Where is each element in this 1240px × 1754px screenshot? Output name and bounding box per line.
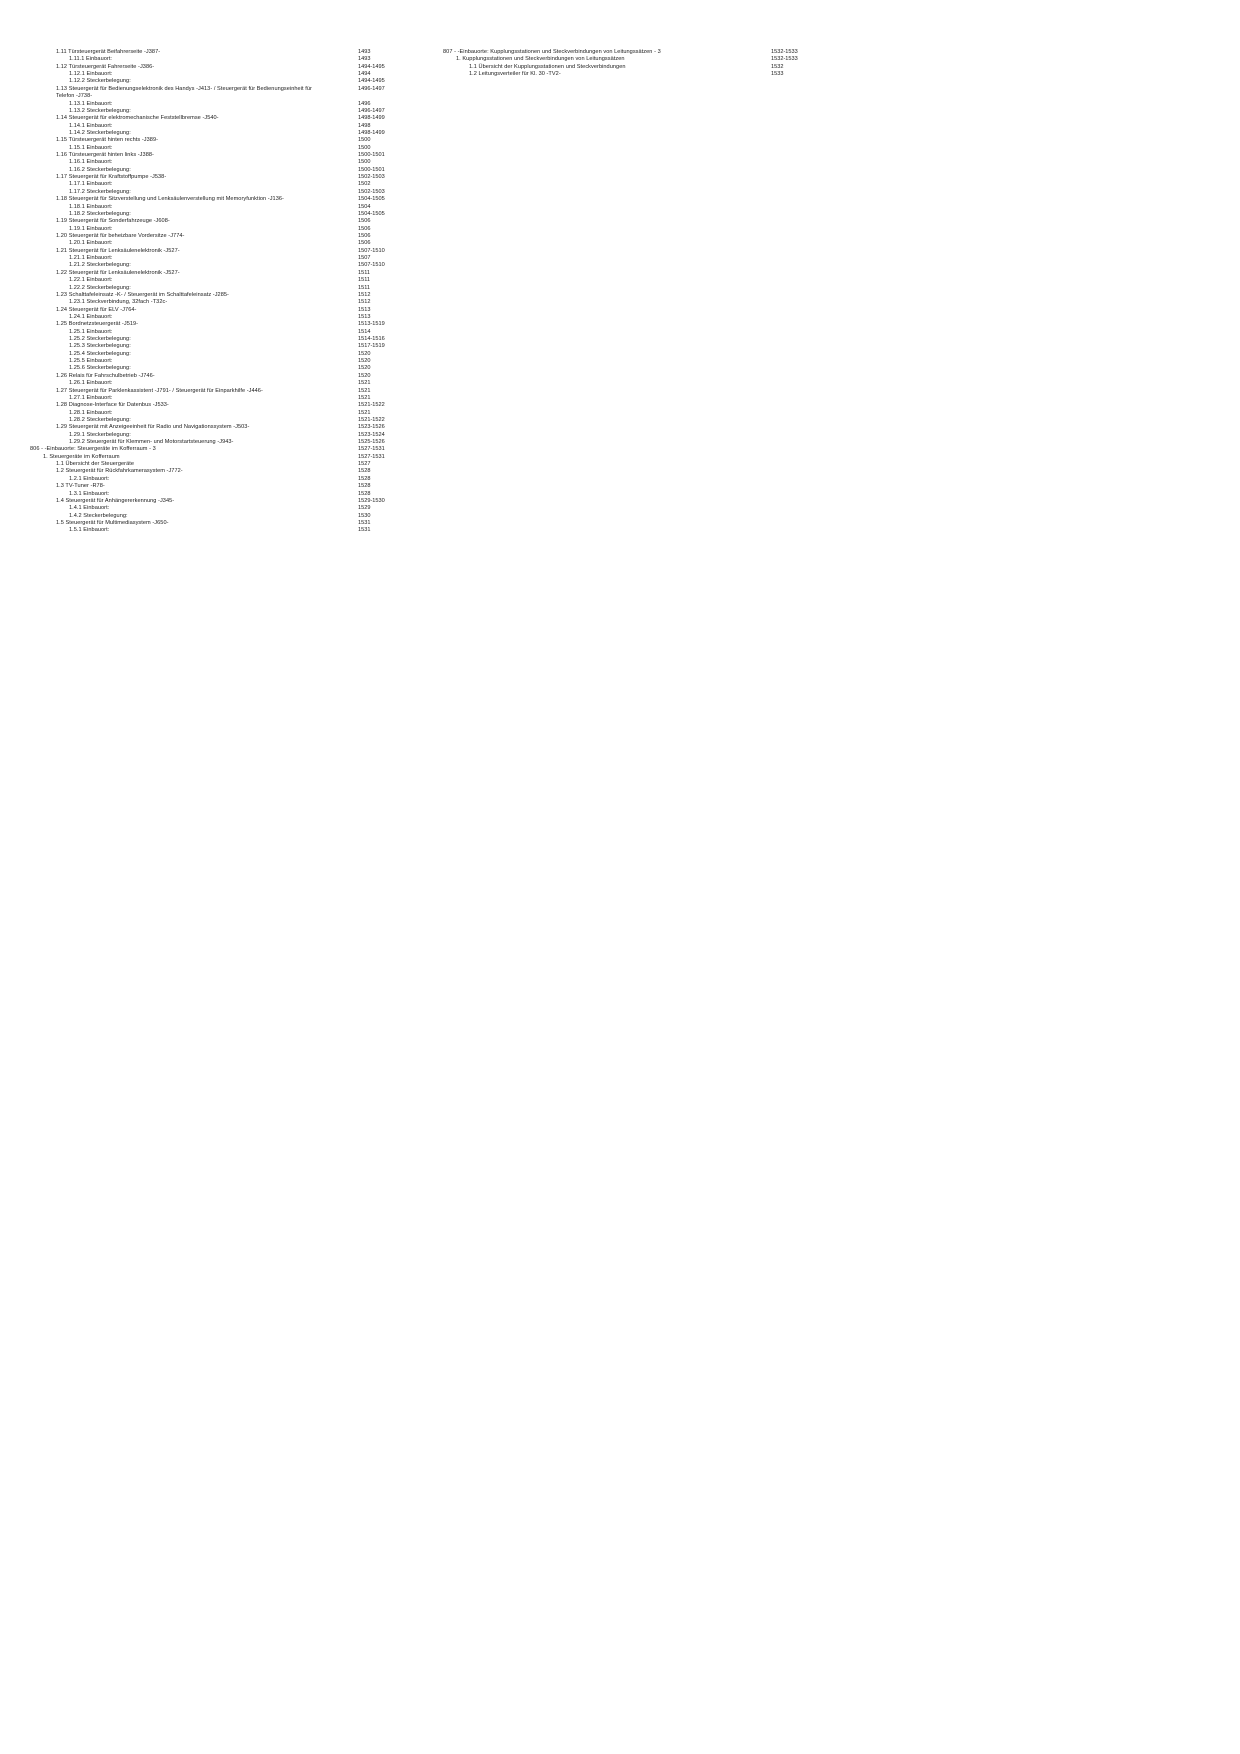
- toc-entry: [0, 196, 420, 203]
- toc-entry-title: 1.26 Relais für Fahrschulbetrieb -J746-: [56, 372, 155, 379]
- toc-entry: [0, 233, 420, 240]
- toc-entry: [0, 314, 420, 321]
- toc-entry-title: 1.13.1 Einbauort:: [69, 100, 113, 107]
- toc-entry-page: 1506: [358, 218, 371, 225]
- toc-entry-title: 1.25.4 Steckerbelegung:: [69, 350, 131, 357]
- toc-entry-page: 1498: [358, 122, 371, 129]
- toc-entry: [0, 123, 420, 130]
- toc-entry-page: 1517-1519: [358, 343, 385, 350]
- toc-entry: [0, 108, 420, 115]
- toc-entry-title: 1.11.1 Einbauort:: [69, 56, 113, 63]
- toc-entry-title: 1.2 Leitungsverteiler für Kl. 30 -TV2-: [469, 71, 561, 78]
- toc-entry-title: 1.17 Steuergerät für Kraftstoffpumpe -J538-: [56, 174, 167, 181]
- toc-entry-title: 1.11 Türsteuergerät Beifahrerseite -J387-: [56, 49, 161, 55]
- toc-entry-title: 1.25 Bordnetzsteuergerät -J519-: [56, 321, 139, 328]
- toc-entry: [0, 505, 420, 512]
- toc-entry-title: 1.17.1 Einbauort:: [69, 181, 113, 188]
- toc-entry-page: 1520: [358, 372, 371, 379]
- toc-entry: [0, 167, 420, 174]
- toc-entry-page: 1511: [358, 269, 371, 276]
- toc-entry-title: 1.22 Steuergerät für Lenksäulenelektronik -J527-: [56, 269, 180, 276]
- toc-entry-title: 1.18.2 Steckerbelegung:: [69, 210, 131, 217]
- toc-entry-title: 1. Steuergeräte im Kofferraum: [43, 453, 120, 460]
- toc-entry-page: 1511: [358, 284, 371, 291]
- toc-entry-title: 1.25.5 Einbauort:: [69, 358, 113, 365]
- toc-entry-page: 1500: [358, 159, 371, 166]
- toc-entry: [0, 174, 420, 181]
- toc-entry-page: 1528: [358, 483, 371, 490]
- toc-entry: [0, 101, 420, 108]
- toc-entry-page: 1500-1501: [358, 152, 385, 159]
- toc-entry-title: 1.25.3 Steckerbelegung:: [69, 343, 131, 350]
- toc-entry-title: 1.12 Türsteuergerät Fahrerseite -J386-: [56, 63, 155, 70]
- toc-entry-page: 1502-1503: [358, 188, 385, 195]
- toc-entry-page: 1507-1510: [358, 247, 385, 254]
- toc-entry-title: 1.13.2 Steckerbelegung:: [69, 107, 131, 114]
- toc-entry-title: 1.25.2 Steckerbelegung:: [69, 336, 131, 343]
- toc-entry: [0, 307, 420, 314]
- toc-entry-title: 1.27.1 Einbauort:: [69, 394, 113, 401]
- toc-entry-title: 1.3 TV-Tuner -R78-: [56, 483, 105, 490]
- toc-entry-page: 1511: [358, 277, 371, 284]
- toc-entry-title: 1.13 Steuergerät für Bedienungselektronik des Handys -J413- / Steuergerät für Bedienungseinheit für: [56, 85, 312, 92]
- toc-entry-page: 1521-1522: [358, 416, 385, 423]
- toc-entry-page: 1512: [358, 291, 371, 298]
- toc-entry-title: 1.2.1 Einbauort:: [69, 475, 110, 482]
- toc-entry-title: 1.29.1 Steckerbelegung:: [69, 431, 131, 438]
- toc-entry: [0, 439, 420, 446]
- toc-entry: [0, 78, 420, 85]
- toc-entry: [440, 56, 820, 63]
- toc-entry-page: 1500-1501: [358, 166, 385, 173]
- toc-entry-title: 1.28 Diagnose-Interface für Datenbus -J533-: [56, 402, 169, 409]
- toc-entry-page: 1494: [358, 71, 371, 78]
- toc-entry-page: 1525-1526: [358, 439, 385, 446]
- toc-entry: [0, 329, 420, 336]
- toc-entry-title: 1.12.2 Steckerbelegung:: [69, 78, 131, 85]
- toc-entry: [0, 56, 420, 63]
- toc-entry-page: 1521: [358, 380, 371, 387]
- toc-entry-title: 1.19.1 Einbauort:: [69, 225, 113, 232]
- toc-entry-page: 1520: [358, 350, 371, 357]
- toc-entry: [0, 218, 420, 225]
- toc-entry-title: 1.12.1 Einbauort:: [69, 71, 113, 78]
- toc-entry-page: 1496-1497: [358, 85, 385, 92]
- toc-entry: [0, 410, 420, 417]
- toc-entry-page: 1513: [358, 306, 371, 313]
- toc-entry: [0, 189, 420, 196]
- toc-entry-page: 1507: [358, 255, 371, 262]
- toc-entry: [0, 299, 420, 306]
- toc-entry-title: 1.15.1 Einbauort:: [69, 144, 113, 151]
- toc-entry-title: 1.29 Steuergerät mit Anzeigeeinheit für Radio und Navigationssystem -J503-: [56, 424, 250, 431]
- toc-entry: [0, 115, 420, 122]
- toc-entry: [0, 483, 420, 490]
- toc-entry: [0, 365, 420, 372]
- toc-entry-page: 1527: [358, 461, 371, 468]
- toc-entry-page: 1521: [358, 394, 371, 401]
- toc-entry: [0, 181, 420, 188]
- toc-entry-page: 1496: [358, 100, 371, 107]
- toc-entry: [0, 262, 420, 269]
- toc-entry: [0, 358, 420, 365]
- toc-entry: [0, 491, 420, 498]
- toc-entry-title: 1.28.1 Einbauort:: [69, 409, 113, 416]
- toc-entry: [0, 468, 420, 475]
- toc-entry-title: 1.14.2 Steckerbelegung:: [69, 129, 131, 136]
- toc-entry-title: 1.1 Übersicht der Kupplungsstationen und Steckverbindungen: [469, 63, 626, 70]
- toc-entry-title: 1.23.1 Steckverbindung, 32fach -T32c-: [69, 299, 168, 306]
- toc-entry: [0, 527, 420, 534]
- toc-entry-title: 1.24 Steuergerät für ELV -J764-: [56, 306, 137, 313]
- toc-entry: [440, 49, 820, 56]
- toc-entry-page: 1528: [358, 468, 371, 475]
- toc-entry-page: 1500: [358, 144, 371, 151]
- toc-entry-title: 1.21.1 Einbauort:: [69, 255, 113, 262]
- toc-entry-page: 1500: [358, 137, 371, 144]
- toc-entry-page: 1527-1531: [358, 453, 385, 460]
- toc-entry-page: 1514-1516: [358, 336, 385, 343]
- toc-entry-page: 1506: [358, 240, 371, 247]
- toc-entry-page: 1528: [358, 490, 371, 497]
- toc-entry-title: 1. Kupplungsstationen und Steckverbindungen von Leitungssätzen: [456, 56, 625, 63]
- toc-entry-title: 1.1 Übersicht der Steuergeräte: [56, 461, 134, 468]
- toc-entry: [0, 461, 420, 468]
- toc-entry: [440, 64, 820, 71]
- toc-entry: [0, 240, 420, 247]
- toc-entry: [0, 226, 420, 233]
- toc-entry: [0, 49, 420, 56]
- toc-entry-page: 1531: [358, 520, 371, 526]
- toc-entry: [0, 513, 420, 520]
- toc-entry: [0, 285, 420, 292]
- toc-entry-title: 1.4 Steuergerät für Anhängererkennung -J345-: [56, 497, 175, 504]
- toc-entry: [0, 424, 420, 431]
- toc-entry-title: 1.24.1 Einbauort:: [69, 313, 113, 320]
- toc-entry-page: 1504: [358, 203, 371, 210]
- toc-entry-title: 1.16 Türsteuergerät hinten links -J388-: [56, 152, 154, 159]
- toc-entry-page: 1493: [358, 56, 371, 63]
- toc-entry-page: 1520: [358, 365, 371, 372]
- toc-entry-title: 1.28.2 Steckerbelegung:: [69, 416, 131, 423]
- toc-entry-page: 1532-1533: [771, 49, 798, 55]
- toc-entry-title: 1.27 Steuergerät für Parklenkassistent -J791- / Steuergerät für Einparkhilfe -J446-: [56, 387, 263, 394]
- toc-entry-title: 1.20.1 Einbauort:: [69, 240, 113, 247]
- toc-entry: [0, 343, 420, 350]
- toc-entry: [0, 520, 420, 527]
- toc-entry: [0, 211, 420, 218]
- toc-entry-title: 1.5.1 Einbauort:: [69, 527, 110, 534]
- toc-entry: [0, 380, 420, 387]
- toc-entry-page: 1496-1497: [358, 107, 385, 114]
- toc-entry-page: 1529: [358, 505, 371, 512]
- toc-entry-page: 1523-1526: [358, 424, 385, 431]
- toc-entry-title: 1.18 Steuergerät für Sitzverstellung und Lenksäulenverstellung mit Memoryfunktion -J136-: [56, 196, 284, 203]
- toc-entry: [0, 93, 420, 100]
- toc-entry-page: 1530: [358, 512, 371, 519]
- toc-entry-title: 1.22.2 Steckerbelegung:: [69, 284, 131, 291]
- toc-entry-title: 1.3.1 Einbauort:: [69, 490, 110, 497]
- toc-entry-page: 1504-1505: [358, 210, 385, 217]
- toc-entry-page: 1529-1530: [358, 497, 385, 504]
- toc-entry-page: 1502-1503: [358, 174, 385, 181]
- toc-entry-page: 1527-1531: [358, 446, 385, 453]
- toc-entry: [0, 432, 420, 439]
- toc-entry: [0, 336, 420, 343]
- toc-entry-title: 1.20 Steuergerät für beheizbare Vordersitze -J774-: [56, 232, 185, 239]
- toc-entry-title: 1.16.1 Einbauort:: [69, 159, 113, 166]
- toc-entry: [0, 255, 420, 262]
- toc-entry-title: 1.25.1 Einbauort:: [69, 328, 113, 335]
- toc-entry-page: 1498-1499: [358, 129, 385, 136]
- toc-entry-title: 1.29.2 Steuergerät für Klemmen- und Motorstartsteuerung -J943-: [69, 439, 234, 446]
- toc-entry-page: 1493: [358, 49, 371, 55]
- toc-entry-page: 1494-1495: [358, 63, 385, 70]
- toc-entry: [0, 71, 420, 78]
- toc-entry-title: 1.18.1 Einbauort:: [69, 203, 113, 210]
- toc-entry-page: 1498-1499: [358, 115, 385, 122]
- toc-entry-title: 806 - -Einbauorte: Steuergeräte im Kofferraum - 3: [30, 446, 156, 453]
- toc-entry: [0, 86, 420, 93]
- toc-entry-page: 1513: [358, 313, 371, 320]
- toc-entry-page: 1521: [358, 387, 371, 394]
- toc-entry: [0, 248, 420, 255]
- toc-entry: [0, 64, 420, 71]
- toc-entry-title: 1.5 Steuergerät für Multimediasystem -J650-: [56, 520, 169, 526]
- toc-entry: [0, 388, 420, 395]
- toc-entry-title: 1.16.2 Steckerbelegung:: [69, 166, 131, 173]
- toc-entry-page: 1521-1522: [358, 402, 385, 409]
- toc-entry-page: 1507-1510: [358, 262, 385, 269]
- toc-entry: [0, 137, 420, 144]
- toc-entry: [0, 204, 420, 211]
- toc-entry-title: 1.14 Steuergerät für elektromechanische Feststellbremse -J540-: [56, 115, 219, 122]
- toc-entry-page: 1504-1505: [358, 196, 385, 203]
- toc-entry-page: 1514: [358, 328, 371, 335]
- toc-entry: [0, 130, 420, 137]
- toc-entry-page: 1532-1533: [771, 56, 798, 63]
- toc-entry-page: 1532: [771, 63, 784, 70]
- toc-entry-page: 1502: [358, 181, 371, 188]
- toc-entry-title: 1.26.1 Einbauort:: [69, 380, 113, 387]
- toc-column-right: [440, 49, 820, 78]
- toc-entry: [0, 270, 420, 277]
- toc-entry: [0, 476, 420, 483]
- toc-entry-page: 1506: [358, 232, 371, 239]
- toc-entry-title: 1.4.2 Steckerbelegung:: [69, 512, 128, 519]
- toc-entry-page: 1512: [358, 299, 371, 306]
- toc-entry: [0, 159, 420, 166]
- toc-entry-page: 1533: [771, 71, 784, 78]
- toc-entry-title: 1.2 Steuergerät für Rückfahrkamerasystem -J772-: [56, 468, 183, 475]
- toc-entry-title: 1.4.1 Einbauort:: [69, 505, 110, 512]
- toc-entry-page: 1494-1495: [358, 78, 385, 85]
- toc-entry: [0, 277, 420, 284]
- toc-entry-title: 1.22.1 Einbauort:: [69, 277, 113, 284]
- toc-entry: [0, 321, 420, 328]
- toc-entry: [0, 446, 420, 453]
- toc-entry: [0, 145, 420, 152]
- toc-entry-page: 1520: [358, 358, 371, 365]
- toc-entry-title: Telefon -J738-: [56, 93, 93, 100]
- toc-entry-title: 1.19 Steuergerät für Sonderfahrzeuge -J608-: [56, 218, 170, 225]
- toc-entry-title: 1.17.2 Steckerbelegung:: [69, 188, 131, 195]
- toc-entry: [440, 71, 820, 78]
- toc-entry: [0, 351, 420, 358]
- toc-entry: [0, 152, 420, 159]
- toc-entry-title: 1.21.2 Steckerbelegung:: [69, 262, 131, 269]
- toc-entry-page: 1523-1524: [358, 431, 385, 438]
- toc-entry-page: 1521: [358, 409, 371, 416]
- toc-entry-title: 1.15 Türsteuergerät hinten rechts -J389-: [56, 137, 159, 144]
- toc-entry-page: 1513-1519: [358, 321, 385, 328]
- toc-entry: [0, 417, 420, 424]
- toc-entry: [0, 373, 420, 380]
- toc-entry-page: 1506: [358, 225, 371, 232]
- toc-entry: [0, 395, 420, 402]
- toc-entry: [0, 292, 420, 299]
- toc-column-left: [0, 49, 420, 535]
- toc-entry: [0, 402, 420, 409]
- toc-entry-title: 1.23 Schalttafeleinsatz -K- / Steuergerät im Schalttafeleinsatz -J285-: [56, 291, 229, 298]
- toc-entry-title: 1.14.1 Einbauort:: [69, 122, 113, 129]
- toc-entry-page: 1531: [358, 527, 371, 534]
- toc-entry-page: 1528: [358, 475, 371, 482]
- toc-entry-title: 807 - -Einbauorte: Kupplungsstationen und Steckverbindungen von Leitungssätzen - 3: [443, 49, 661, 55]
- toc-entry: [0, 498, 420, 505]
- toc-entry-title: 1.21 Steuergerät für Lenksäulenelektronik -J527-: [56, 247, 180, 254]
- toc-entry-title: 1.25.6 Steckerbelegung:: [69, 365, 131, 372]
